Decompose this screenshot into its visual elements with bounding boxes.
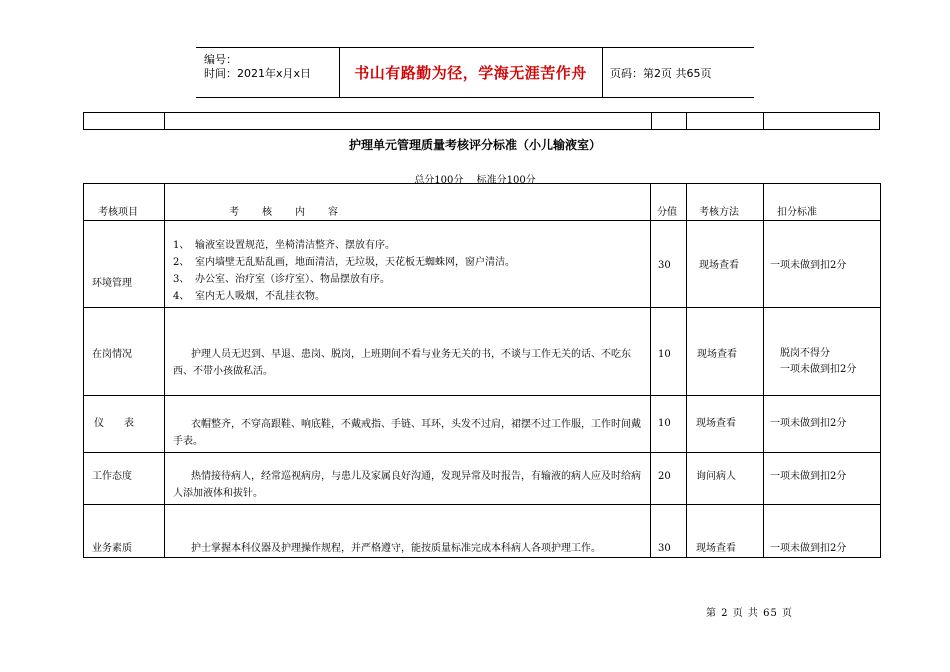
row-item: 业务素质 xyxy=(92,543,132,554)
row-method: 现场查看 xyxy=(697,349,737,360)
row-deduction: 一项未做到扣2分 xyxy=(770,471,847,482)
row-item: 环境管理 xyxy=(92,278,132,289)
document-header xyxy=(196,47,754,98)
col-header-item: 考核项目 xyxy=(98,207,138,218)
row-item: 仪 表 xyxy=(94,418,134,429)
header-meta xyxy=(196,48,340,97)
row-content: 护理人员无迟到、早退、患岗、脱岗，上班期间不看与业务无关的书，不谈与工作无关的话、不吃东西、不带小孩做私活。 xyxy=(173,349,631,377)
empty-table-row xyxy=(83,112,880,130)
row-method: 现场查看 xyxy=(696,418,736,429)
list-item: 2、 室内墙壁无乱贴乱画，地面清洁，无垃圾，天花板无蜘蛛网，窗户清洁。 xyxy=(173,257,515,268)
col-header-content: 考 核 内 容 xyxy=(229,207,339,218)
row-method: 询问病人 xyxy=(696,471,736,482)
row-score: 30 xyxy=(658,260,671,271)
col-header-deduction: 扣分标准 xyxy=(777,207,817,218)
row-item: 在岗情况 xyxy=(92,349,132,360)
row-content: 热情接待病人，经常巡视病房，与患儿及家属良好沟通，发现异常及时报告，有输液的病人应及时给病人添加液体和拔针。 xyxy=(173,471,641,499)
row-method: 现场查看 xyxy=(699,260,739,271)
row-deduction: 一项未做到扣2分 xyxy=(780,364,857,375)
col-header-score: 分值 xyxy=(657,207,677,218)
standard-score: 标准分100分 xyxy=(476,175,536,186)
list-item: 1、 输液室设置规范，坐椅清洁整齐、摆放有序。 xyxy=(173,240,395,251)
row-content: 衣帽整齐，不穿高跟鞋、响底鞋，不戴戒指、手链、耳环，头发不过肩，裙摆不过工作服，工作时间戴手表。 xyxy=(173,419,641,447)
row-score: 10 xyxy=(658,349,671,360)
row-deduction: 一项未做到扣2分 xyxy=(770,543,847,554)
header-page-label: 页码：第2页 共65页 xyxy=(610,66,712,80)
row-deduction: 脱岗不得分 xyxy=(780,348,830,359)
row-deduction: 一项未做到扣2分 xyxy=(770,418,847,429)
page-footer: 第 2 页 共 65 页 xyxy=(706,608,793,619)
list-item: 3、 办公室、治疗室（诊疗室）、物品摆放有序。 xyxy=(173,274,390,285)
row-content xyxy=(173,237,643,305)
row-score: 20 xyxy=(658,471,671,482)
row-item: 工作态度 xyxy=(92,471,132,482)
row-score: 10 xyxy=(658,418,671,429)
list-item: 4、 室内无人吸烟，不乱挂衣物。 xyxy=(173,291,325,302)
assessment-table xyxy=(83,183,881,558)
page-title: 护理单元管理质量考核评分标准（小儿输液室） xyxy=(348,138,601,152)
header-motto: 书山有路勤为径，学海无涯苦作舟 xyxy=(339,48,603,97)
row-method: 现场查看 xyxy=(696,543,736,554)
row-deduction: 一项未做到扣2分 xyxy=(770,260,847,271)
time-label: 时间：2021年x月x日 xyxy=(204,67,312,80)
col-header-method: 考核方法 xyxy=(699,207,739,218)
row-content: 护士掌握本科仪器及护理操作规程，并严格遵守，能按质量标准完成本科病人各项护理工作。 xyxy=(191,543,601,554)
row-score: 30 xyxy=(658,543,671,554)
number-label: 编号： xyxy=(204,53,237,66)
total-score: 总分100分 xyxy=(414,175,464,186)
